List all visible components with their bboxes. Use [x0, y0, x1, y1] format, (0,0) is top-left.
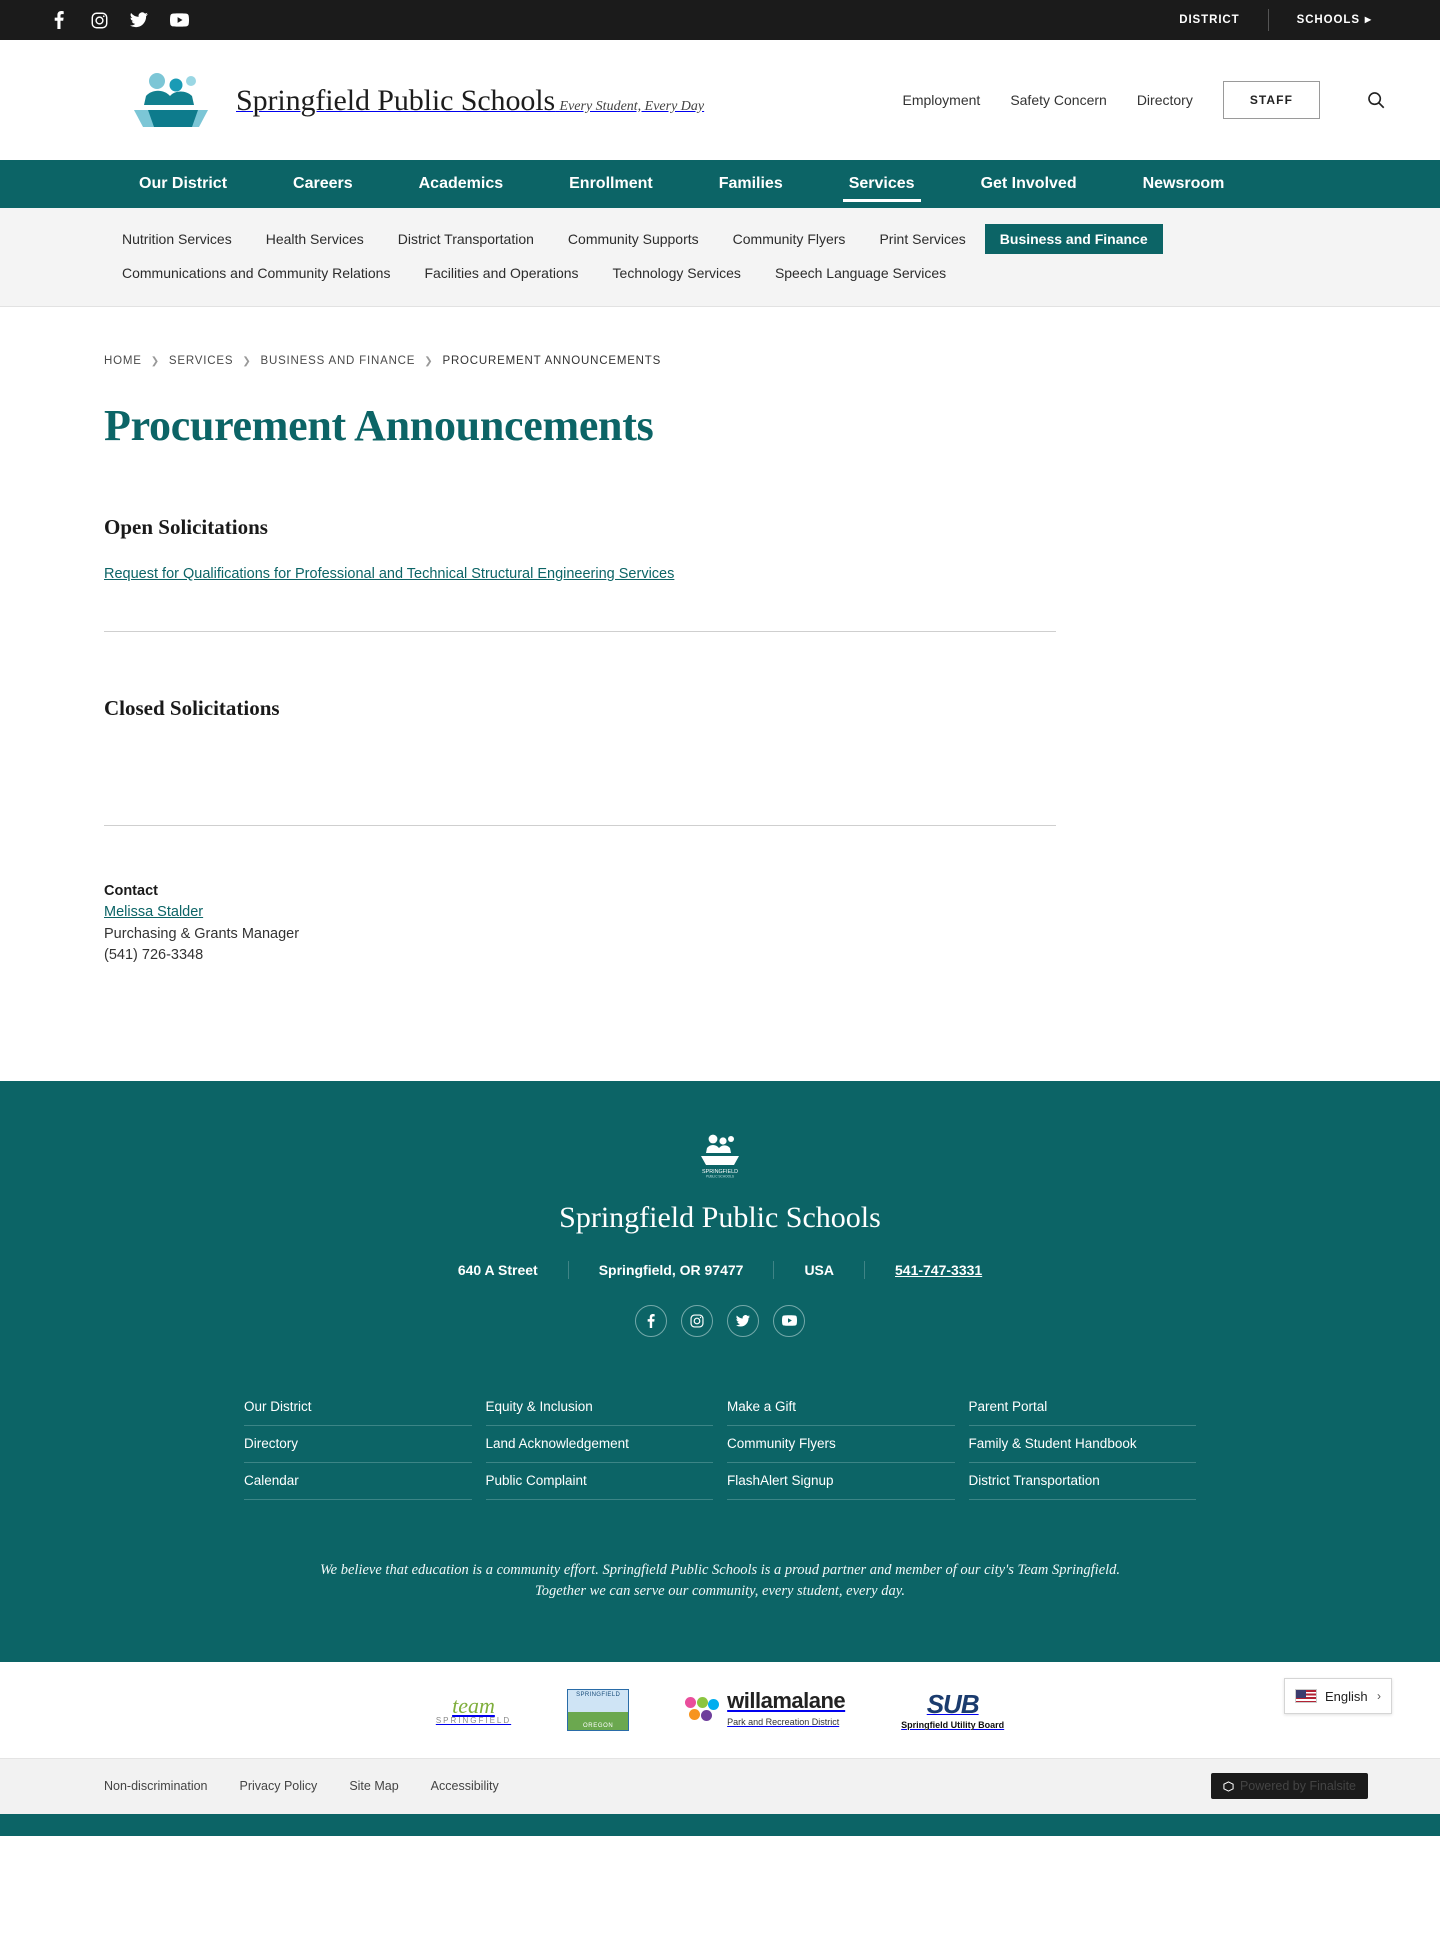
- facebook-icon[interactable]: [635, 1305, 667, 1337]
- legal-bar: [0, 1758, 1440, 1814]
- contact-block: [104, 881, 1056, 967]
- footer-link-public-complaint[interactable]: Public Complaint: [486, 1463, 714, 1500]
- utility-links: [1151, 9, 1400, 31]
- language-selector[interactable]: [1284, 1678, 1392, 1714]
- team-springfield-sub: SPRINGFIELD: [435, 1715, 512, 1725]
- subnav-item-facilities-and-operations[interactable]: Facilities and Operations: [424, 265, 579, 281]
- breadcrumb-item-services[interactable]: SERVICES: [168, 355, 234, 367]
- utility-bar: [0, 0, 1440, 40]
- language-selector-label: English: [1325, 1688, 1368, 1704]
- facebook-icon[interactable]: [48, 9, 70, 31]
- contact-label: Contact: [104, 883, 158, 899]
- powered-by-label: Powered by Finalsite: [1239, 1779, 1356, 1794]
- open-solicitation-link[interactable]: Request for Qualifications for Professional and Technical Structural Engineering Services: [104, 566, 675, 582]
- contact-name-link[interactable]: Melissa Stalder: [104, 904, 204, 921]
- youtube-icon[interactable]: [168, 9, 190, 31]
- site-header: [0, 40, 1440, 160]
- subnav-item-district-transportation[interactable]: District Transportation: [397, 231, 534, 247]
- nav-item-newsroom[interactable]: Newsroom: [1142, 175, 1225, 192]
- nav-item-academics[interactable]: Academics: [418, 175, 504, 192]
- header-link-safety-concern[interactable]: Safety Concern: [1010, 92, 1107, 108]
- chevron-right-icon: ❯: [242, 355, 252, 367]
- sub-subtitle: Springfield Utility Board: [901, 1720, 1005, 1731]
- nav-item-get-involved[interactable]: Get Involved: [980, 175, 1077, 192]
- footer-column-2: [486, 1389, 714, 1500]
- footer-quote-line-2: Together we can serve our community, every student, every day.: [535, 1582, 905, 1599]
- footer-link-equity-inclusion[interactable]: Equity & Inclusion: [486, 1389, 714, 1426]
- powered-by-finalsite-badge[interactable]: [1211, 1773, 1368, 1799]
- city-logo-title: SPRINGFIELD: [576, 1691, 621, 1698]
- contact-role: Purchasing & Grants Manager: [104, 925, 300, 942]
- svg-text:PUBLIC SCHOOLS: PUBLIC SCHOOLS: [706, 1174, 734, 1179]
- instagram-icon[interactable]: [88, 9, 110, 31]
- nav-item-our-district[interactable]: Our District: [139, 175, 228, 192]
- finalsite-icon: [1223, 1781, 1234, 1792]
- nav-item-enrollment[interactable]: Enrollment: [569, 175, 653, 192]
- header-links: [903, 81, 1393, 119]
- search-icon[interactable]: [1360, 84, 1392, 116]
- partner-logos: [0, 1662, 1440, 1758]
- footer-link-community-flyers[interactable]: Community Flyers: [727, 1426, 955, 1463]
- footer-logo-icon: [699, 1133, 741, 1179]
- breadcrumb-item-home[interactable]: HOME: [104, 355, 142, 367]
- footer-link-family-student-handbook[interactable]: Family & Student Handbook: [969, 1426, 1197, 1463]
- team-springfield-logo[interactable]: [435, 1692, 512, 1725]
- section-divider: [104, 631, 1056, 632]
- subnav-item-community-flyers[interactable]: Community Flyers: [732, 231, 846, 247]
- subnav-item-print-services[interactable]: Print Services: [879, 231, 966, 247]
- svg-text:SPRINGFIELD: SPRINGFIELD: [702, 1168, 738, 1175]
- section-divider: [104, 825, 1056, 826]
- springfield-utility-board-logo[interactable]: [901, 1689, 1004, 1730]
- site-title: Springfield Public Schools: [236, 83, 556, 117]
- legal-link-site-map[interactable]: Site Map: [349, 1779, 399, 1794]
- footer-phone-link[interactable]: 541-747-3331: [895, 1261, 983, 1278]
- breadcrumb-item-current: PROCUREMENT ANNOUNCEMENTS: [442, 355, 662, 367]
- subnav-item-health-services[interactable]: Health Services: [265, 231, 364, 247]
- nav-item-families[interactable]: Families: [718, 175, 783, 192]
- footer-quote-line-1: We believe that education is a community effort. Springfield Public Schools is a proud partner and member of our city's Team Springfield.: [319, 1561, 1121, 1578]
- sub-navigation: [0, 208, 1440, 307]
- footer-address: [0, 1261, 1440, 1279]
- main-navigation: [0, 160, 1440, 208]
- footer-link-parent-portal[interactable]: Parent Portal: [969, 1389, 1197, 1426]
- site-tagline: Every Student, Every Day: [559, 98, 705, 114]
- footer-link-land-acknowledgement[interactable]: Land Acknowledgement: [486, 1426, 714, 1463]
- sub-title: SUB: [926, 1689, 979, 1720]
- subnav-item-nutrition-services[interactable]: Nutrition Services: [122, 231, 232, 247]
- chevron-right-icon: ❯: [424, 355, 434, 367]
- footer-address-street: 640 A Street: [457, 1261, 538, 1278]
- footer-link-flashalert-signup[interactable]: FlashAlert Signup: [727, 1463, 955, 1500]
- footer-title: Springfield Public Schools: [559, 1200, 881, 1234]
- chevron-right-icon: ▶: [1364, 15, 1372, 24]
- footer-end-bar: [0, 1814, 1440, 1836]
- youtube-icon[interactable]: [773, 1305, 805, 1337]
- legal-link-privacy-policy[interactable]: Privacy Policy: [239, 1779, 318, 1794]
- utility-link-district[interactable]: DISTRICT: [1179, 14, 1240, 26]
- footer-link-make-a-gift[interactable]: Make a Gift: [727, 1389, 955, 1426]
- main-content: [0, 307, 1440, 967]
- footer-link-calendar[interactable]: Calendar: [244, 1463, 472, 1500]
- footer-column-4: [969, 1389, 1197, 1500]
- nav-item-services[interactable]: Services: [816, 160, 948, 208]
- open-solicitations-heading: Open Solicitations: [104, 515, 268, 539]
- closed-solicitations-heading: Closed Solicitations: [104, 696, 280, 720]
- city-logo-sub: OREGON: [583, 1722, 614, 1729]
- header-link-directory[interactable]: Directory: [1136, 92, 1193, 108]
- chevron-right-icon: ›: [1377, 1689, 1381, 1703]
- breadcrumb: [104, 307, 1056, 367]
- contact-phone: (541) 726-3348: [104, 947, 204, 964]
- footer-address-city: Springfield, OR 97477: [598, 1261, 744, 1278]
- subnav-item-speech-language-services[interactable]: Speech Language Services: [774, 265, 947, 281]
- footer-quote: [0, 1560, 1440, 1602]
- utility-link-schools[interactable]: SCHOOLS ▶: [1296, 14, 1372, 26]
- subnav-item-communications-and-community-relations[interactable]: Communications and Community Relations: [122, 265, 391, 281]
- site-logo-link[interactable]: [128, 72, 704, 128]
- instagram-icon[interactable]: [681, 1305, 713, 1337]
- twitter-icon[interactable]: [727, 1305, 759, 1337]
- breadcrumb-item-business-and-finance[interactable]: BUSINESS AND FINANCE: [260, 355, 416, 367]
- footer-link-columns: [244, 1389, 1196, 1500]
- footer-column-1: [244, 1389, 472, 1500]
- team-springfield-title: team: [452, 1692, 495, 1718]
- city-of-springfield-logo[interactable]: [567, 1689, 629, 1731]
- footer-address-country: USA: [804, 1261, 834, 1278]
- subnav-item-business-and-finance[interactable]: Business and Finance: [985, 224, 1163, 254]
- legal-link-accessibility[interactable]: Accessibility: [430, 1779, 499, 1794]
- subnav-item-technology-services[interactable]: Technology Services: [612, 265, 741, 281]
- header-link-employment[interactable]: Employment: [902, 92, 981, 108]
- twitter-icon[interactable]: [128, 9, 150, 31]
- site-footer: [0, 1081, 1440, 1662]
- springfield-logo-icon: [128, 72, 214, 128]
- willamalane-sub: Park and Recreation District: [727, 1716, 840, 1727]
- footer-column-3: [727, 1389, 955, 1500]
- footer-link-our-district[interactable]: Our District: [244, 1389, 472, 1426]
- chevron-right-icon: ❯: [150, 355, 160, 367]
- nav-item-careers[interactable]: Careers: [293, 175, 353, 192]
- subnav-item-community-supports[interactable]: Community Supports: [567, 231, 699, 247]
- willamalane-dots-icon: [685, 1697, 719, 1723]
- us-flag-icon: [1295, 1689, 1317, 1703]
- legal-link-non-discrimination[interactable]: Non-discrimination: [104, 1779, 208, 1794]
- willamalane-logo[interactable]: [685, 1687, 846, 1730]
- utility-social-links: [48, 9, 190, 31]
- footer-link-district-transportation[interactable]: District Transportation: [969, 1463, 1197, 1500]
- staff-button[interactable]: STAFF: [1223, 81, 1320, 119]
- footer-social-links: [0, 1305, 1440, 1337]
- willamalane-title: willamalane: [727, 1687, 846, 1713]
- footer-link-directory[interactable]: Directory: [244, 1426, 472, 1463]
- page-title: Procurement Announcements: [104, 401, 654, 450]
